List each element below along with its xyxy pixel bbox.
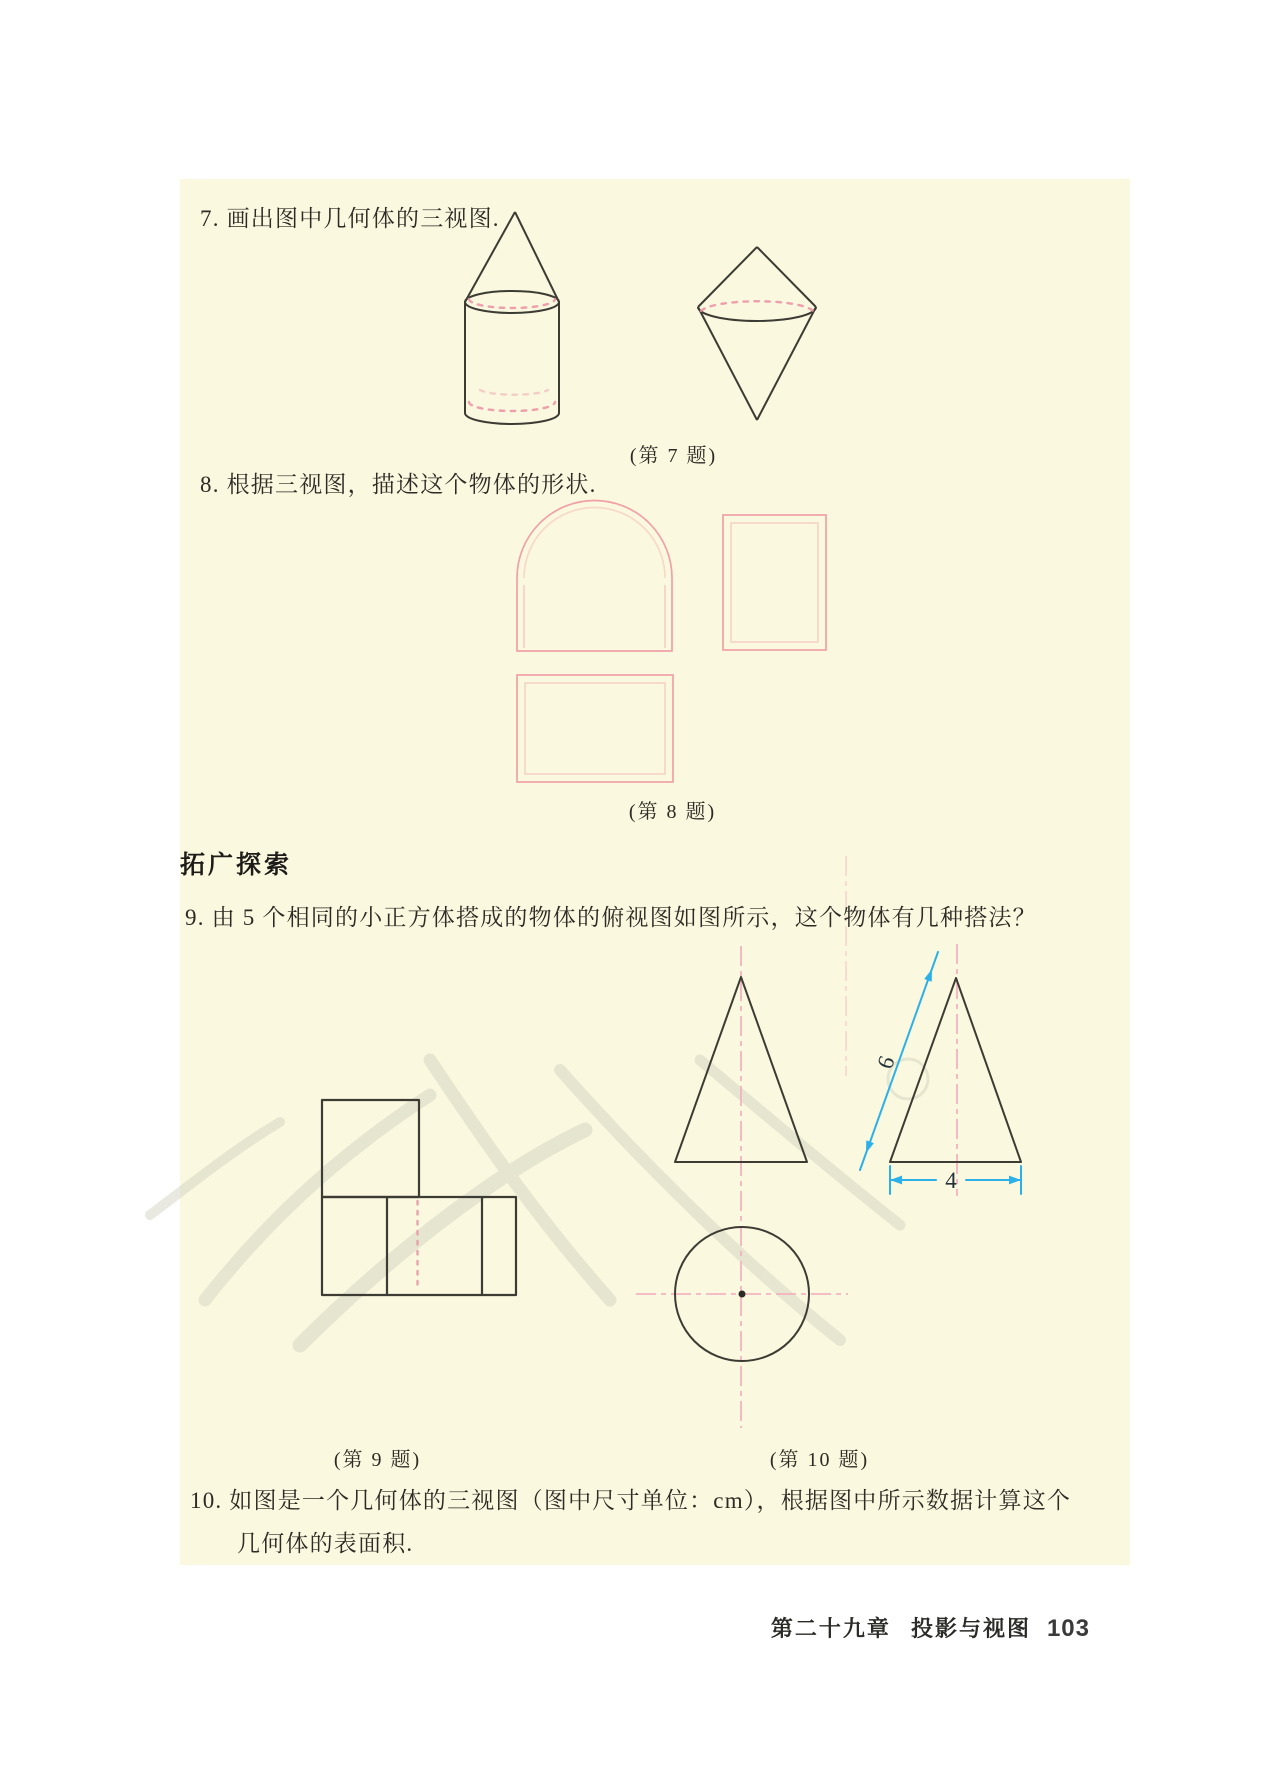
problem-10-text-line2: 几何体的表面积.: [237, 1531, 414, 1556]
footer-page-number: 103: [1046, 1615, 1090, 1642]
problem-9-text: 9. 由 5 个相同的小正方体搭成的物体的俯视图如图所示，这个物体有几种搭法？: [185, 905, 1037, 930]
problem-8-text: 8. 根据三视图，描述这个物体的形状.: [200, 472, 597, 497]
front-view-arch: [517, 501, 672, 652]
footer-section-title: 投影与视图: [910, 1616, 1031, 1641]
figure-7-cone-cylinder: [465, 212, 559, 424]
figure-9-cube-top-view: [322, 1100, 516, 1295]
figure-8-caption: (第 8 题): [628, 801, 717, 823]
watermark: [150, 1059, 928, 1345]
base-dimension-label: 4: [945, 1168, 957, 1193]
side-view-rect: [723, 515, 826, 650]
slant-dimension-label: 6: [872, 1052, 900, 1073]
figure-8-three-views: [517, 501, 826, 783]
figure-7-bicone-hidden-arc: [701, 301, 813, 311]
figure-10-views: [675, 977, 1021, 1361]
figure-7-caption: (第 7 题): [629, 445, 718, 467]
top-view-center-dot: [739, 1291, 746, 1298]
figure-10-dimensions: [860, 952, 1021, 1194]
section-heading: 拓广探索: [180, 851, 293, 879]
top-view-rect: [517, 675, 673, 782]
figure-10-caption: (第 10 题): [769, 1449, 870, 1471]
page-footer: [560, 1612, 1090, 1643]
problem-10-text-line1: 10. 如图是一个几何体的三视图（图中尺寸单位：cm），根据图中所示数据计算这个: [190, 1488, 1072, 1513]
problem-7-text: 7. 画出图中几何体的三视图.: [200, 206, 500, 231]
figure-7-bicone: [698, 247, 816, 420]
footer-chapter: 第二十九章: [770, 1616, 891, 1641]
side-view-triangle: [890, 978, 1021, 1162]
figure-7-cone-cylinder-hidden-arcs: [469, 299, 555, 411]
figure-9-caption: (第 9 题): [333, 1449, 422, 1471]
